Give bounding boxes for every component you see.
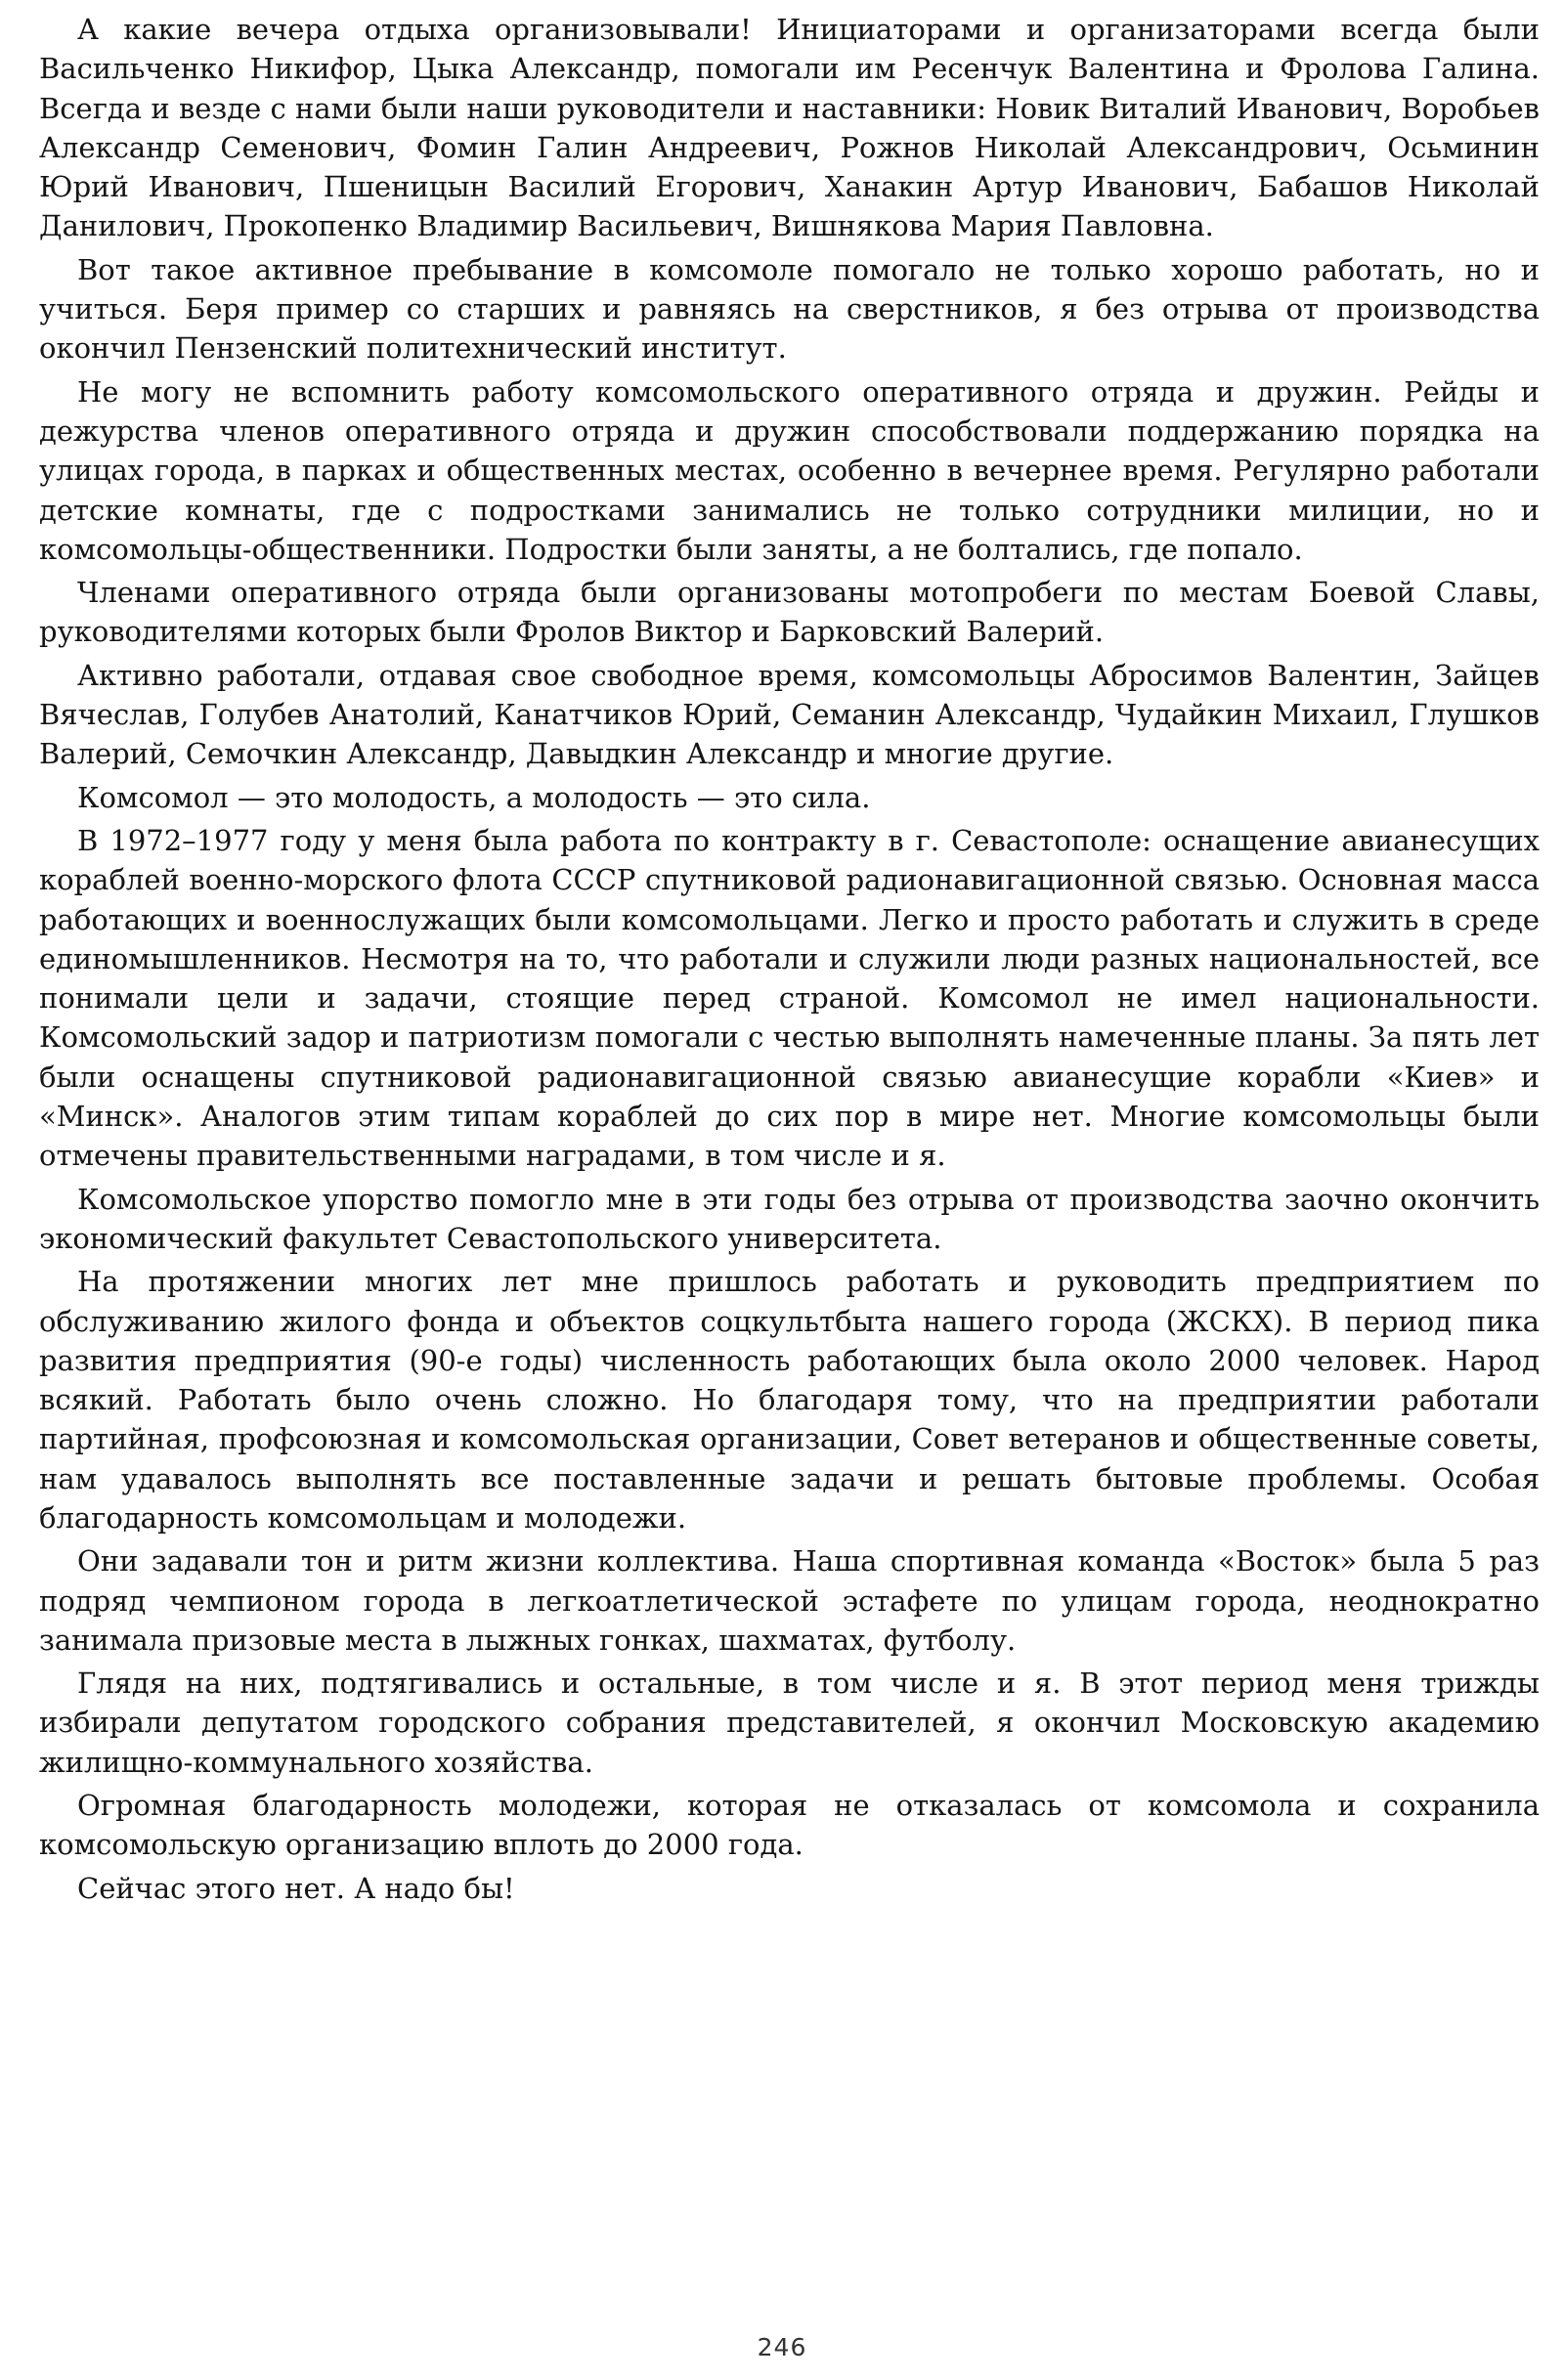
- paragraph: В 1972–1977 году у меня была работа по контракту в г. Севастополе: оснащение авианесущих кораблей военно-морского флота СССР спутниковой радионавигационной связью. Основная масса работающих и военнослужащих были комсомольцами. Легко и просто работать и служить в среде единомышленников. Несмотря на то, что работали и служили люди разных национальностей, все понимали цели и задачи, стоящие перед страной. Комсомол не имел национальности. Комсомольский задор и патриотизм помогали с честью выполнять намеченные планы. За пять лет были оснащены спутниковой радионавигационной связью авианесущие корабли «Киев» и «Минск». Аналогов этим типам кораблей до сих пор в мире нет. Многие комсомольцы были отмечены правительственными наградами, в том числе и я.: [39, 823, 1540, 1173]
- paragraph: Вот такое активное пребывание в комсомоле помогало не только хорошо работать, но и учиться. Беря пример со старших и равняясь на сверстников, я без отрыва от производства окончил Пензенский политехнический институт.: [39, 252, 1540, 366]
- paragraph: Огромная благодарность молодежи, которая не отказалась от комсомола и сохранила комсомольскую организацию вплоть до 2000 года.: [39, 1789, 1540, 1862]
- paragraph: На протяжении многих лет мне пришлось работать и руководить предприятием по обслуживанию жилого фонда и объектов соцкультбыта нашего города (ЖСКХ). В период пика развития предприятия (90-е годы) численность работающих была около 2000 человек. Народ всякий. Работать было очень сложно. Но благодаря тому, что на предприятии работали партийная, профсоюзная и комсомольская организации, Совет ветеранов и общественные советы, нам удавалось выполнять все поставленные задачи и решать бытовые проблемы. Особая благодарность комсомольцам и молодежи.: [39, 1265, 1540, 1535]
- paragraph: Не могу не вспомнить работу комсомольского оперативного отряда и дружин. Рейды и дежурства членов оперативного отряда и дружин способствовали поддержанию порядка на улицах города, в парках и общественных местах, особенно в вечернее время. Регулярно работали детские комнаты, где с подростками занимались не только сотрудники милиции, но и комсомольцы-общественники. Подростки были заняты, а не болтались, где попало.: [39, 374, 1540, 566]
- paragraph: Активно работали, отдавая свое свободное время, комсомольцы Абросимов Валентин, Зайцев Вячеслав, Голубев Анатолий, Канатчиков Юрий, Семанин Александр, Чудайкин Михаил, Глушков Валерий, Семочкин Александр, Давыдкин Александр и многие другие.: [39, 658, 1540, 771]
- paragraph: Членами оперативного отряда были организованы мотопробеги по местам Боевой Славы, руководителями которых были Фролов Виктор и Барковский Валерий.: [39, 576, 1540, 649]
- paragraph: Сейчас этого нет. А надо бы!: [77, 1871, 515, 1905]
- page-number: 246: [757, 2333, 807, 2361]
- page-body: [39, 10, 1540, 1912]
- paragraph: Глядя на них, подтягивались и остальные, в том числе и я. В этот период меня трижды избирали депутатом городского собрания представителей, я окончил Московскую академию жилищно-коммунального хозяйства.: [39, 1666, 1540, 1779]
- paragraph: Комсомольское упорство помогло мне в эти годы без отрыва от производства заочно окончить экономический факультет Севастопольского университета.: [39, 1182, 1540, 1255]
- paragraph: Комсомол — это молодость, а молодость — это сила.: [77, 780, 871, 814]
- paragraph: Они задавали тон и ритм жизни коллектива. Наша спортивная команда «Восток» была 5 раз подряд чемпионом города в легкоатлетической эстафете по улицам города, неоднократно занимала призовые места в лыжных гонках, шахматах, футболу.: [39, 1544, 1540, 1657]
- paragraph: А какие вечера отдыха организовывали! Инициаторами и организаторами всегда были Васильченко Никифор, Цыка Александр, помогали им Ресенчук Валентина и Фролова Галина. Всегда и везде с нами были наши руководители и наставники: Новик Виталий Иванович, Воробьев Александр Семенович, Фомин Галин Андреевич, Рожнов Николай Александрович, Осьминин Юрий Иванович, Пшеницын Василий Егорович, Ханакин Артур Иванович, Бабашов Николай Данилович, Прокопенко Владимир Васильевич, Вишнякова Мария Павловна.: [39, 13, 1540, 243]
